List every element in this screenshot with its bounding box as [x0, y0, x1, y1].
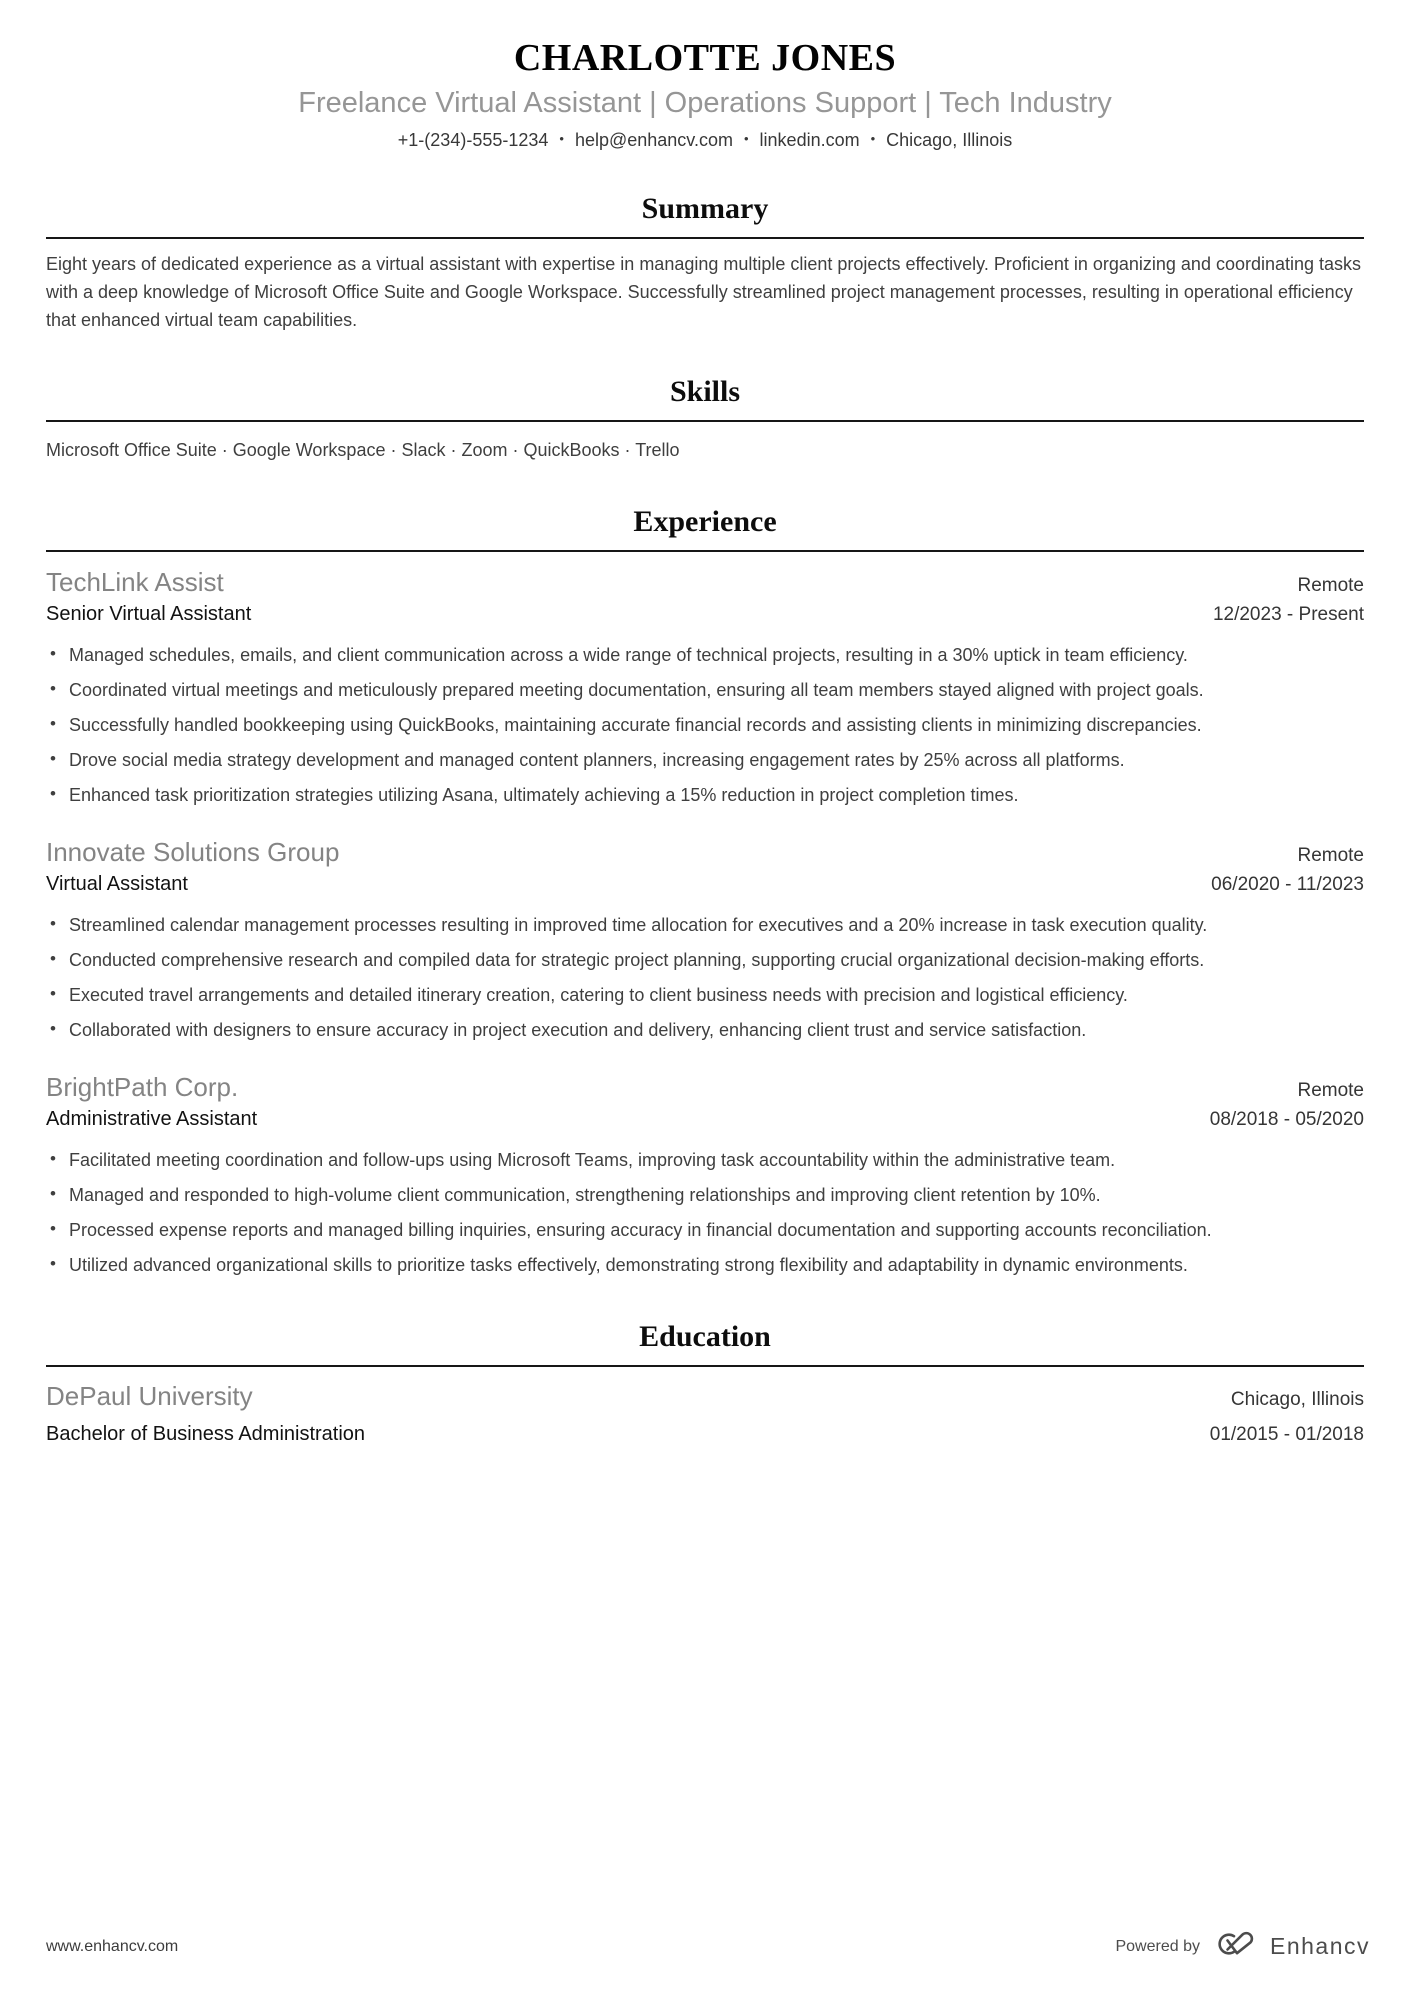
- job-bullet: • Facilitated meeting coordination and follow-ups using Microsoft Teams, improving task accountability within the administrative team.: [46, 1146, 1364, 1174]
- candidate-headline: Freelance Virtual Assistant | Operations Support | Tech Industry: [298, 87, 1112, 119]
- contact-separator: •: [743, 130, 749, 146]
- job-bullet: • Successfully handled bookkeeping using QuickBooks, maintaining accurate financial records and assisting clients in minimizing discrepancies.: [46, 711, 1364, 739]
- experience-section-title: Experience: [633, 504, 777, 538]
- company-name: TechLink Assist: [46, 566, 224, 597]
- summary-section-title: Summary: [641, 191, 769, 225]
- job-bullet: • Processed expense reports and managed billing inquiries, ensuring accuracy in financial documentation and supporting accounts reconciliation.: [46, 1216, 1364, 1244]
- job-title: Senior Virtual Assistant: [46, 602, 252, 625]
- job-dates: 12/2023 - Present: [1212, 603, 1364, 625]
- contact-separator: •: [870, 130, 876, 146]
- job-location: Remote: [1297, 844, 1364, 866]
- job-title: Administrative Assistant: [46, 1107, 258, 1130]
- education-dates: 01/2015 - 01/2018: [1209, 1423, 1364, 1445]
- contact-row: [46, 129, 1364, 151]
- powered-by: [1115, 1930, 1370, 1963]
- candidate-name: CHARLOTTE JONES: [513, 37, 897, 79]
- job-title: Virtual Assistant: [46, 872, 188, 895]
- contact-separator: •: [559, 130, 564, 146]
- section-summary: [46, 192, 1364, 334]
- powered-by-label: Powered by: [1115, 1937, 1200, 1955]
- contact-linkedin[interactable]: linkedin.com: [759, 129, 860, 150]
- section-divider: [46, 550, 1364, 552]
- job-bullet: • Drove social media strategy development and managed content planners, increasing engagement rates by 25% across all platforms.: [46, 746, 1364, 774]
- footer-website[interactable]: www.enhancv.com: [46, 1937, 179, 1955]
- company-name: Innovate Solutions Group: [46, 836, 340, 867]
- job-bullet: • Executed travel arrangements and detailed itinerary creation, catering to client business needs with precision and logistical efficiency.: [46, 981, 1364, 1009]
- experience-entry: [46, 1072, 1364, 1279]
- section-skills: [46, 375, 1364, 464]
- job-dates: 08/2018 - 05/2020: [1209, 1108, 1364, 1130]
- resume-header: [46, 36, 1364, 151]
- enhancv-logo-icon: [1212, 1930, 1258, 1963]
- section-divider: [46, 237, 1364, 239]
- job-bullet-list: [46, 641, 1364, 809]
- job-bullet-list: [46, 1146, 1364, 1279]
- school-name: DePaul University: [46, 1380, 253, 1411]
- education-section-title: Education: [639, 1319, 771, 1353]
- job-bullet: • Collaborated with designers to ensure accuracy in project execution and delivery, enhancing client trust and service satisfaction.: [46, 1016, 1364, 1044]
- company-name: BrightPath Corp.: [46, 1071, 239, 1102]
- job-bullet: • Managed and responded to high-volume client communication, strengthening relationships and improving client retention by 10%.: [46, 1181, 1364, 1209]
- contact-email[interactable]: help@enhancv.com: [574, 129, 733, 150]
- section-education: [46, 1320, 1364, 1446]
- job-location: Remote: [1297, 574, 1364, 596]
- skills-list: Microsoft Office Suite · Google Workspace · Slack · Zoom · QuickBooks · Trello: [46, 439, 680, 460]
- skills-section-title: Skills: [669, 374, 741, 408]
- job-bullet: • Coordinated virtual meetings and meticulously prepared meeting documentation, ensuring all team members stayed aligned with project goals.: [46, 676, 1364, 704]
- degree: Bachelor of Business Administration: [46, 1422, 366, 1445]
- job-bullet: • Conducted comprehensive research and compiled data for strategic project planning, supporting crucial organizational decision-making efforts.: [46, 946, 1364, 974]
- summary-text: Eight years of dedicated experience as a virtual assistant with expertise in managing multiple client projects effectively. Proficient in organizing and coordinating tasks with a deep knowledge of Microsoft Office Suite and Google Workspace. Successfully streamlined project management processes, resulting in operational efficiency that enhanced virtual team capabilities.: [46, 253, 1362, 330]
- job-bullet-list: [46, 911, 1364, 1044]
- contact-phone: +1-(234)-555-1234: [397, 129, 549, 150]
- education-entry: [46, 1381, 1364, 1446]
- job-location: Remote: [1297, 1079, 1364, 1101]
- contact-location: Chicago, Illinois: [886, 129, 1013, 150]
- job-dates: 06/2020 - 11/2023: [1211, 873, 1364, 895]
- page-footer: [46, 1930, 1370, 1963]
- job-bullet: • Streamlined calendar management processes resulting in improved time allocation for executives and a 20% increase in task execution quality.: [46, 911, 1364, 939]
- section-divider: [46, 420, 1364, 422]
- job-bullet: • Enhanced task prioritization strategies utilizing Asana, ultimately achieving a 15% reduction in project completion times.: [46, 781, 1364, 809]
- experience-entry: [46, 567, 1364, 809]
- enhancv-brand: Enhancv: [1269, 1933, 1370, 1959]
- job-bullet: • Utilized advanced organizational skills to prioritize tasks effectively, demonstrating strong flexibility and adaptability in dynamic environments.: [46, 1251, 1364, 1279]
- education-location: Chicago, Illinois: [1230, 1388, 1364, 1410]
- job-bullet: • Managed schedules, emails, and client communication across a wide range of technical projects, resulting in a 30% uptick in team efficiency.: [46, 641, 1364, 669]
- section-divider: [46, 1365, 1364, 1367]
- section-experience: [46, 505, 1364, 1279]
- experience-entry: [46, 837, 1364, 1044]
